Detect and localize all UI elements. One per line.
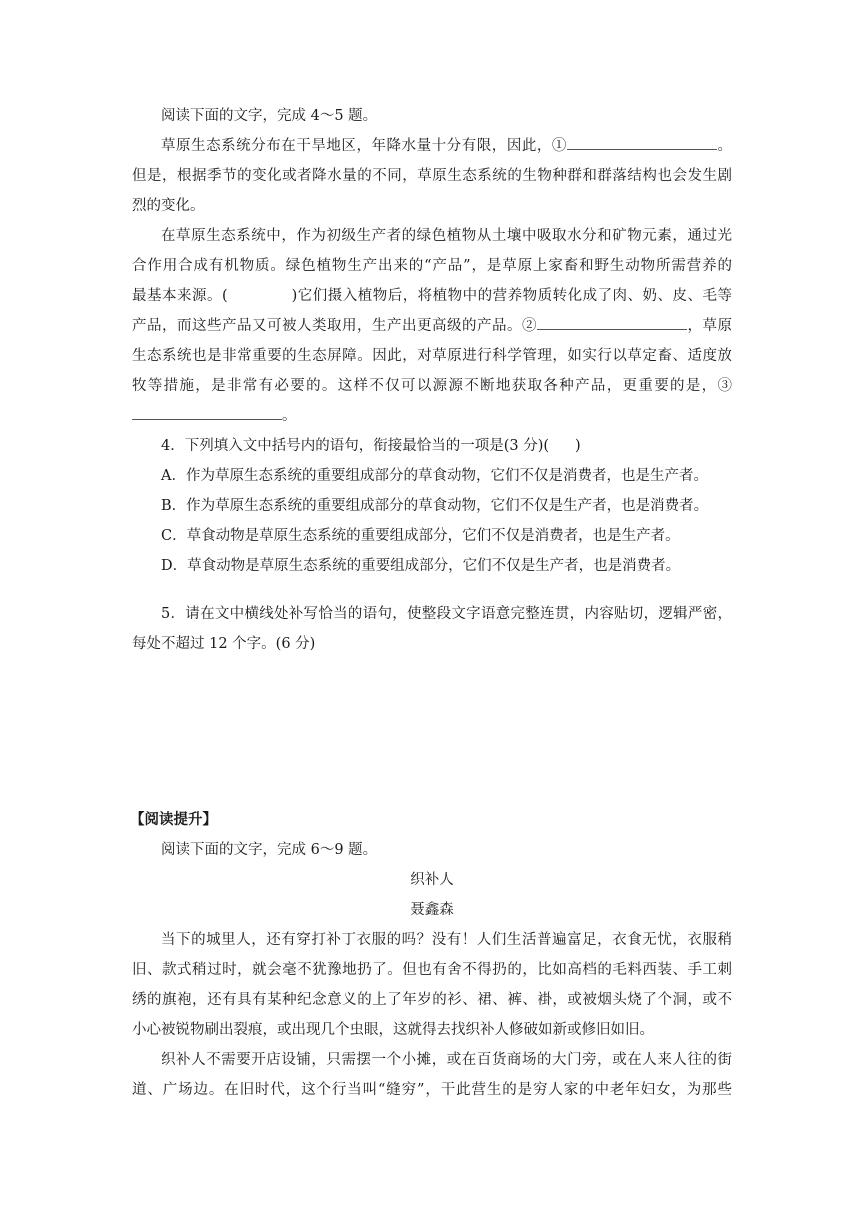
option-a: A．作为草原生态系统的重要组成部分的草食动物，它们不仅是消费者，也是生产者。 — [161, 468, 708, 484]
passage-line: 小心被锐物刷出裂痕，或出现几个虫眼，这就得去找织补人修破如新或修旧如旧。 — [132, 1022, 654, 1038]
passage-line: 产品，而这些产品又可被人类取用，生产出更高级的产品。② ，草原 — [132, 314, 732, 338]
passage-line: 合作用合成有机物质。绿色植物生产出来的“产品”，是草原上家畜和野生动物所需营养的 — [132, 258, 732, 274]
article-title: 织补人 — [410, 872, 454, 888]
section-heading: 【阅读提升】 — [130, 811, 217, 828]
question-5-stem: 每处不超过 12 个字。(6 分) — [132, 636, 316, 652]
passage-line: 旧、款式稍过时，就会毫不犹豫地扔了。但也有舍不得扔的，比如高档的毛料西装、手工刺 — [132, 962, 732, 978]
passage-line: 牧等措施，是非常有必要的。这样不仅可以源源不断地获取各种产品，更重要的是，③ — [132, 378, 732, 394]
passage-line: 。 — [132, 404, 732, 428]
option-c: C．草食动物是草原生态系统的重要组成部分，它们不仅是消费者，也是生产者。 — [161, 528, 680, 544]
passage-line: 但是，根据季节的变化或者降水量的不同，草原生态系统的生物种群和群落结构也会发生剧 — [132, 168, 732, 184]
passage-line: 在草原生态系统中，作为初级生产者的绿色植物从土壤中吸取水分和矿物元素，通过光 — [161, 228, 732, 244]
spacer — [132, 584, 732, 602]
answer-blank-3[interactable] — [132, 404, 282, 420]
passage-line: 生态系统也是非常重要的生态屏障。因此，对草原进行科学管理，如实行以草定畜、适度放 — [132, 348, 732, 364]
passage-line: 当下的城里人，还有穿打补丁衣服的吗？没有！人们生活普遍富足，衣食无忧，衣服稍 — [161, 932, 732, 948]
answer-blank-2[interactable] — [537, 314, 687, 330]
question-5-stem: 5．请在文中横线处补写恰当的语句，使整段文字语意完整连贯，内容贴切，逻辑严密， — [161, 606, 732, 622]
passage-line: 绣的旗袍，还有具有某种纪念意义的上了年岁的衫、裙、裤、褂，或被烟头烧了个洞，或不 — [132, 992, 732, 1008]
reading-intro: 阅读下面的文字，完成 4～5 题。 — [161, 108, 378, 124]
passage-line: 最基本来源。( )它们摄入植物后，将植物中的营养物质转化成了肉、奶、皮、毛等 — [132, 288, 732, 304]
article-author: 聂鑫森 — [410, 902, 454, 918]
document-body — [132, 104, 732, 1108]
question-4-stem: 4．下列填入文中括号内的语句，衔接最恰当的一项是(3 分)( ) — [161, 438, 581, 454]
answer-space — [132, 662, 732, 808]
option-b: B．作为草原生态系统的重要组成部分的草食动物，它们不仅是生产者，也是消费者。 — [161, 498, 709, 514]
passage-line: 织补人不需要开店设铺，只需摆一个小摊，或在百货商场的大门旁，或在人来人往的街 — [161, 1052, 732, 1068]
passage-line: 烈的变化。 — [132, 198, 205, 214]
passage-line: 草原生态系统分布在干旱地区，年降水量十分有限，因此，① 。 — [132, 134, 732, 158]
answer-blank-1[interactable] — [567, 134, 717, 150]
passage-line: 道、广场边。在旧时代，这个行当叫“缝穷”，干此营生的是穷人家的中老年妇女，为那些 — [132, 1082, 732, 1098]
option-d: D．草食动物是草原生态系统的重要组成部分，它们不仅是生产者，也是消费者。 — [161, 558, 681, 574]
reading-intro: 阅读下面的文字，完成 6～9 题。 — [161, 842, 378, 858]
